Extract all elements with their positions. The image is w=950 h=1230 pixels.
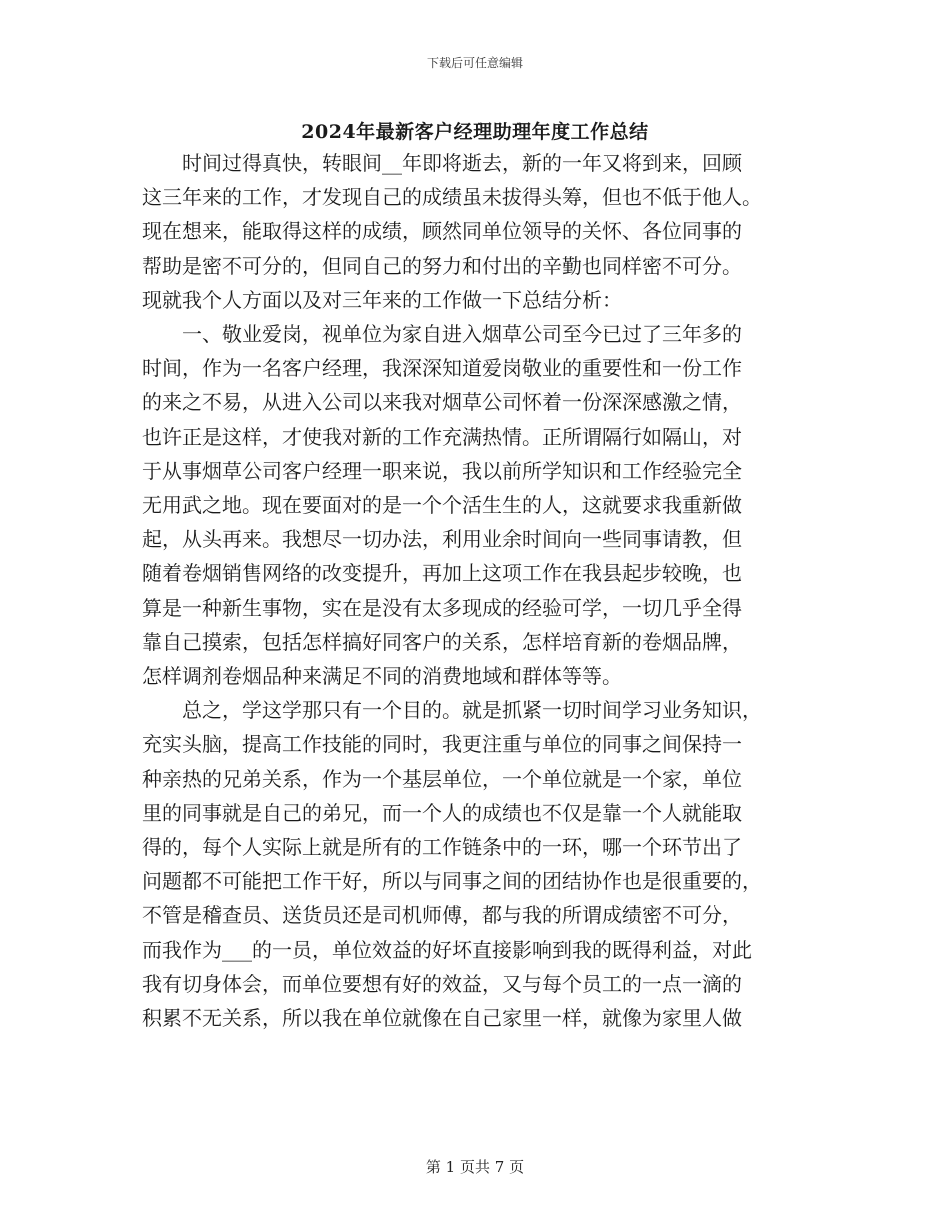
text-line: 的来之不易，从进入公司以来我对烟草公司怀着一份深深感激之情，	[142, 390, 742, 415]
text-line: 时间，作为一名客户经理，我深深知道爱岗敬业的重要性和一份工作	[142, 356, 742, 381]
text-line: 种亲热的兄弟关系，作为一个基层单位，一个单位就是一个家，单位	[142, 766, 742, 791]
text-line: 无用武之地。现在要面对的是一个个活生生的人，这就要求我重新做	[142, 493, 742, 518]
text-line: 得的，每个人实际上就是所有的工作链条中的一环，哪一个环节出了	[142, 835, 742, 860]
text-line: 总之，学这学那只有一个目的。就是抓紧一切时间学习业务知识，	[142, 698, 762, 723]
text-line: 问题都不可能把工作干好，所以与同事之间的团结协作也是很重要的，	[142, 869, 762, 894]
text-line: 不管是稽查员、送货员还是司机师傅，都与我的所谓成绩密不可分，	[142, 903, 742, 928]
text-line: 时间过得真快，转眼间__年即将逝去，新的一年又将到来，回顾	[142, 151, 742, 175]
text-line: 起，从头再来。我想尽一切办法，利用业余时间向一些同事请教，但	[142, 527, 742, 552]
text-line: 现在想来，能取得这样的成绩，顾然同单位领导的关怀、各位同事的	[142, 219, 742, 244]
text-line: 也许正是这样，才使我对新的工作充满热情。正所谓隔行如隔山，对	[142, 424, 742, 449]
document-title: 2024年最新客户经理助理年度工作总结	[301, 121, 649, 143]
header-note: 下载后可任意编辑	[426, 56, 523, 70]
text-line: 而我作为___的一员，单位效益的好坏直接影响到我的既得利益，对此	[142, 937, 752, 962]
paragraph-2	[142, 317, 810, 693]
text-line: 积累不无关系，所以我在单位就像在自己家里一样，就像为家里人做	[142, 1006, 742, 1031]
text-line: 里的同事就是自己的弟兄，而一个人的成绩也不仅是靠一个人就能取	[142, 800, 742, 825]
paragraph-3	[142, 693, 810, 1035]
text-line: 怎样调剂卷烟品种来满足不同的消费地域和群体等等。	[142, 664, 622, 689]
text-line: 随着卷烟销售网络的改变提升，再加上这项工作在我县起步较晚，也	[142, 561, 742, 586]
text-line: 这三年来的工作，才发现自己的成绩虽未拔得头筹，但也不低于他人。	[142, 185, 762, 210]
text-line: 于从事烟草公司客户经理一职来说，我以前所学知识和工作经验完全	[142, 458, 742, 483]
text-line: 充实头脑，提高工作技能的同时，我更注重与单位的同事之间保持一	[142, 732, 742, 757]
text-line: 靠自己摸索，包括怎样搞好同客户的关系，怎样培育新的卷烟品牌，	[142, 629, 742, 654]
paragraph-1	[142, 146, 810, 317]
page-number: 第 1 页共 7 页	[425, 1158, 525, 1176]
text-line: 我有切身体会，而单位要想有好的效益，又与每个员工的一点一滴的	[142, 971, 742, 996]
text-line: 一、敬业爱岗，视单位为家自进入烟草公司至今已过了三年多的	[142, 322, 742, 347]
text-line: 帮助是密不可分的，但同自己的努力和付出的辛勤也同样密不可分。	[142, 253, 742, 278]
text-line: 算是一种新生事物，实在是没有太多现成的经验可学，一切几乎全得	[142, 595, 742, 620]
text-line: 现就我个人方面以及对三年来的工作做一下总结分析：	[142, 287, 622, 312]
document-body	[142, 146, 810, 1035]
